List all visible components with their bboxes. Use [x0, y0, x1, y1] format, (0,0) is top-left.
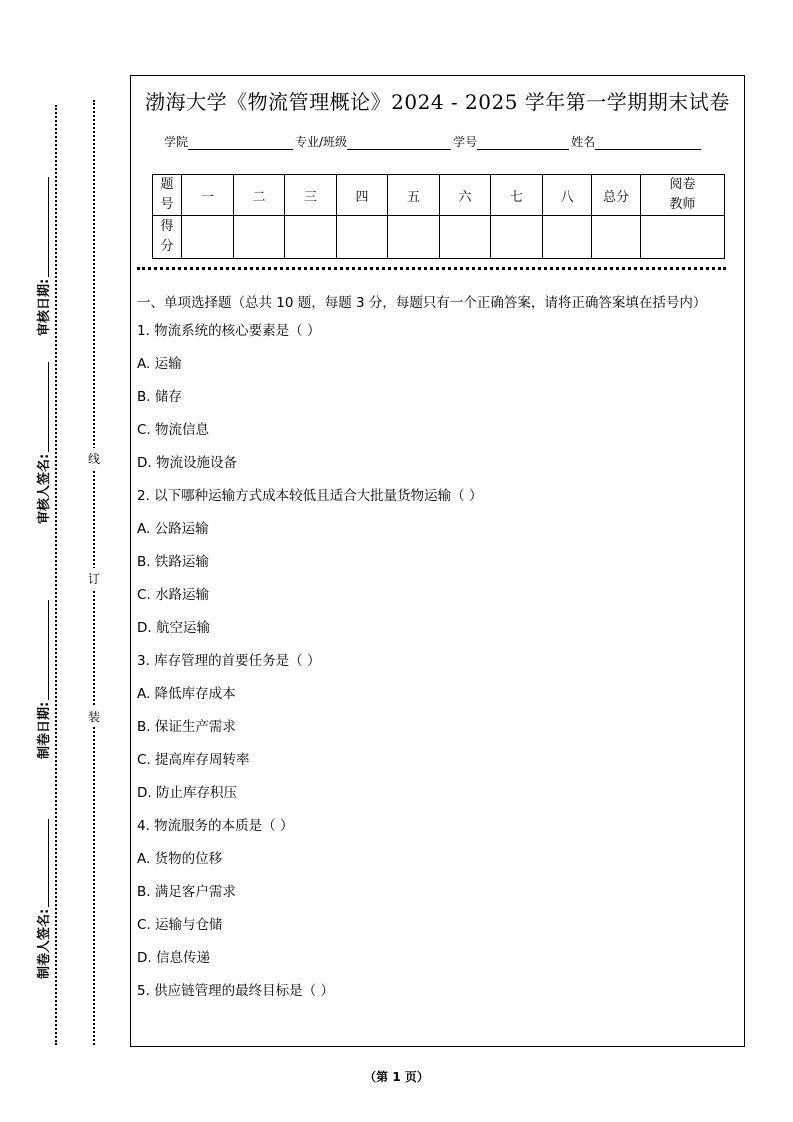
score-cell[interactable]: [234, 216, 285, 259]
option-line: D. 防止库存积压: [137, 785, 237, 801]
name-field[interactable]: [595, 136, 701, 150]
option-line: B. 保证生产需求: [137, 719, 236, 735]
page-number: （第 1 页）: [364, 1070, 429, 1084]
name-label: 姓名: [571, 135, 596, 149]
score-table-header-row: [153, 175, 725, 216]
score-cell[interactable]: [440, 216, 491, 259]
section-multiple-choice: [137, 292, 737, 1014]
score-cell[interactable]: [182, 216, 234, 259]
make-date-blank[interactable]: [36, 600, 49, 700]
maker-sign-blank[interactable]: [36, 819, 49, 907]
total-score-cell[interactable]: [592, 216, 641, 259]
section-heading: 一、单项选择题（总共 10 题，每题 3 分，每题只有一个正确答案，请将正确答案填在括号内）: [137, 295, 707, 311]
score-table-score-row: [153, 216, 725, 259]
question-line: 5. 供应链管理的最终目标是（ ）: [137, 983, 334, 999]
option-line: C. 物流信息: [137, 422, 210, 438]
col-header-total: 总分: [592, 175, 641, 216]
dotted-separator: [137, 267, 726, 270]
student-info-row: [164, 133, 703, 150]
score-cell[interactable]: [337, 216, 388, 259]
option-line: C. 运输与仓储: [137, 917, 223, 933]
major-label: 专业/班级: [295, 135, 348, 149]
review-date-blank[interactable]: [36, 177, 49, 277]
option-line: B. 满足客户需求: [137, 884, 236, 900]
college-label: 学院: [164, 135, 189, 149]
col-header: 三: [285, 175, 337, 216]
binding-bind-char: 装: [87, 706, 101, 727]
question-line: 4. 物流服务的本质是（ ）: [137, 818, 294, 834]
review-date-field[interactable]: [33, 166, 51, 336]
score-cell[interactable]: [543, 216, 592, 259]
question-line: 2. 以下哪种运输方式成本较低且适合大批量货物运输（ ）: [137, 488, 483, 504]
review-date-label: 审核日期:: [36, 278, 52, 336]
reviewer-sign-field[interactable]: [33, 354, 51, 524]
major-class-field[interactable]: [347, 136, 451, 150]
maker-sign-field[interactable]: [33, 809, 51, 979]
student-id-field[interactable]: [477, 136, 569, 150]
col-header: 二: [234, 175, 285, 216]
grader-label: 阅卷 教师: [641, 175, 725, 216]
option-line: B. 储存: [137, 389, 182, 405]
question-number-label: 题 号: [153, 175, 182, 216]
exam-title: 渤海大学《物流管理概论》2024 - 2025 学年第一学期期末试卷: [145, 90, 730, 114]
maker-sign-label: 制卷人签名:: [36, 908, 52, 979]
col-header: 八: [543, 175, 592, 216]
score-cell[interactable]: [285, 216, 337, 259]
make-date-label: 制卷日期:: [36, 701, 52, 759]
score-cell[interactable]: [491, 216, 543, 259]
option-line: C. 水路运输: [137, 587, 210, 603]
binding-line-char: 线: [87, 448, 101, 469]
make-date-field[interactable]: [33, 589, 51, 759]
option-line: D. 航空运输: [137, 620, 210, 636]
grader-sign-cell[interactable]: [641, 216, 725, 259]
col-header: 五: [388, 175, 440, 216]
option-line: C. 提高库存周转率: [137, 752, 250, 768]
question-line: 1. 物流系统的核心要素是（ ）: [137, 323, 321, 339]
option-line: A. 降低库存成本: [137, 686, 236, 702]
score-label: 得 分: [153, 216, 182, 259]
student-id-label: 学号: [453, 135, 478, 149]
col-header: 四: [337, 175, 388, 216]
col-header: 一: [182, 175, 234, 216]
option-line: A. 公路运输: [137, 521, 209, 537]
reviewer-sign-label: 审核人签名:: [36, 453, 52, 524]
question-line: 3. 库存管理的首要任务是（ ）: [137, 653, 321, 669]
option-line: B. 铁路运输: [137, 554, 209, 570]
reviewer-sign-blank[interactable]: [36, 362, 49, 452]
option-line: A. 货物的位移: [137, 851, 223, 867]
college-field[interactable]: [188, 136, 293, 150]
score-cell[interactable]: [388, 216, 440, 259]
option-line: D. 物流设施设备: [137, 455, 237, 471]
exam-sheet: [130, 75, 745, 1047]
col-header: 六: [440, 175, 491, 216]
binding-staple-char: 订: [87, 568, 101, 589]
option-line: A. 运输: [137, 356, 182, 372]
score-table: [152, 174, 725, 259]
option-line: D. 信息传递: [137, 950, 210, 966]
left-dotted-border: [55, 105, 57, 1045]
col-header: 七: [491, 175, 543, 216]
